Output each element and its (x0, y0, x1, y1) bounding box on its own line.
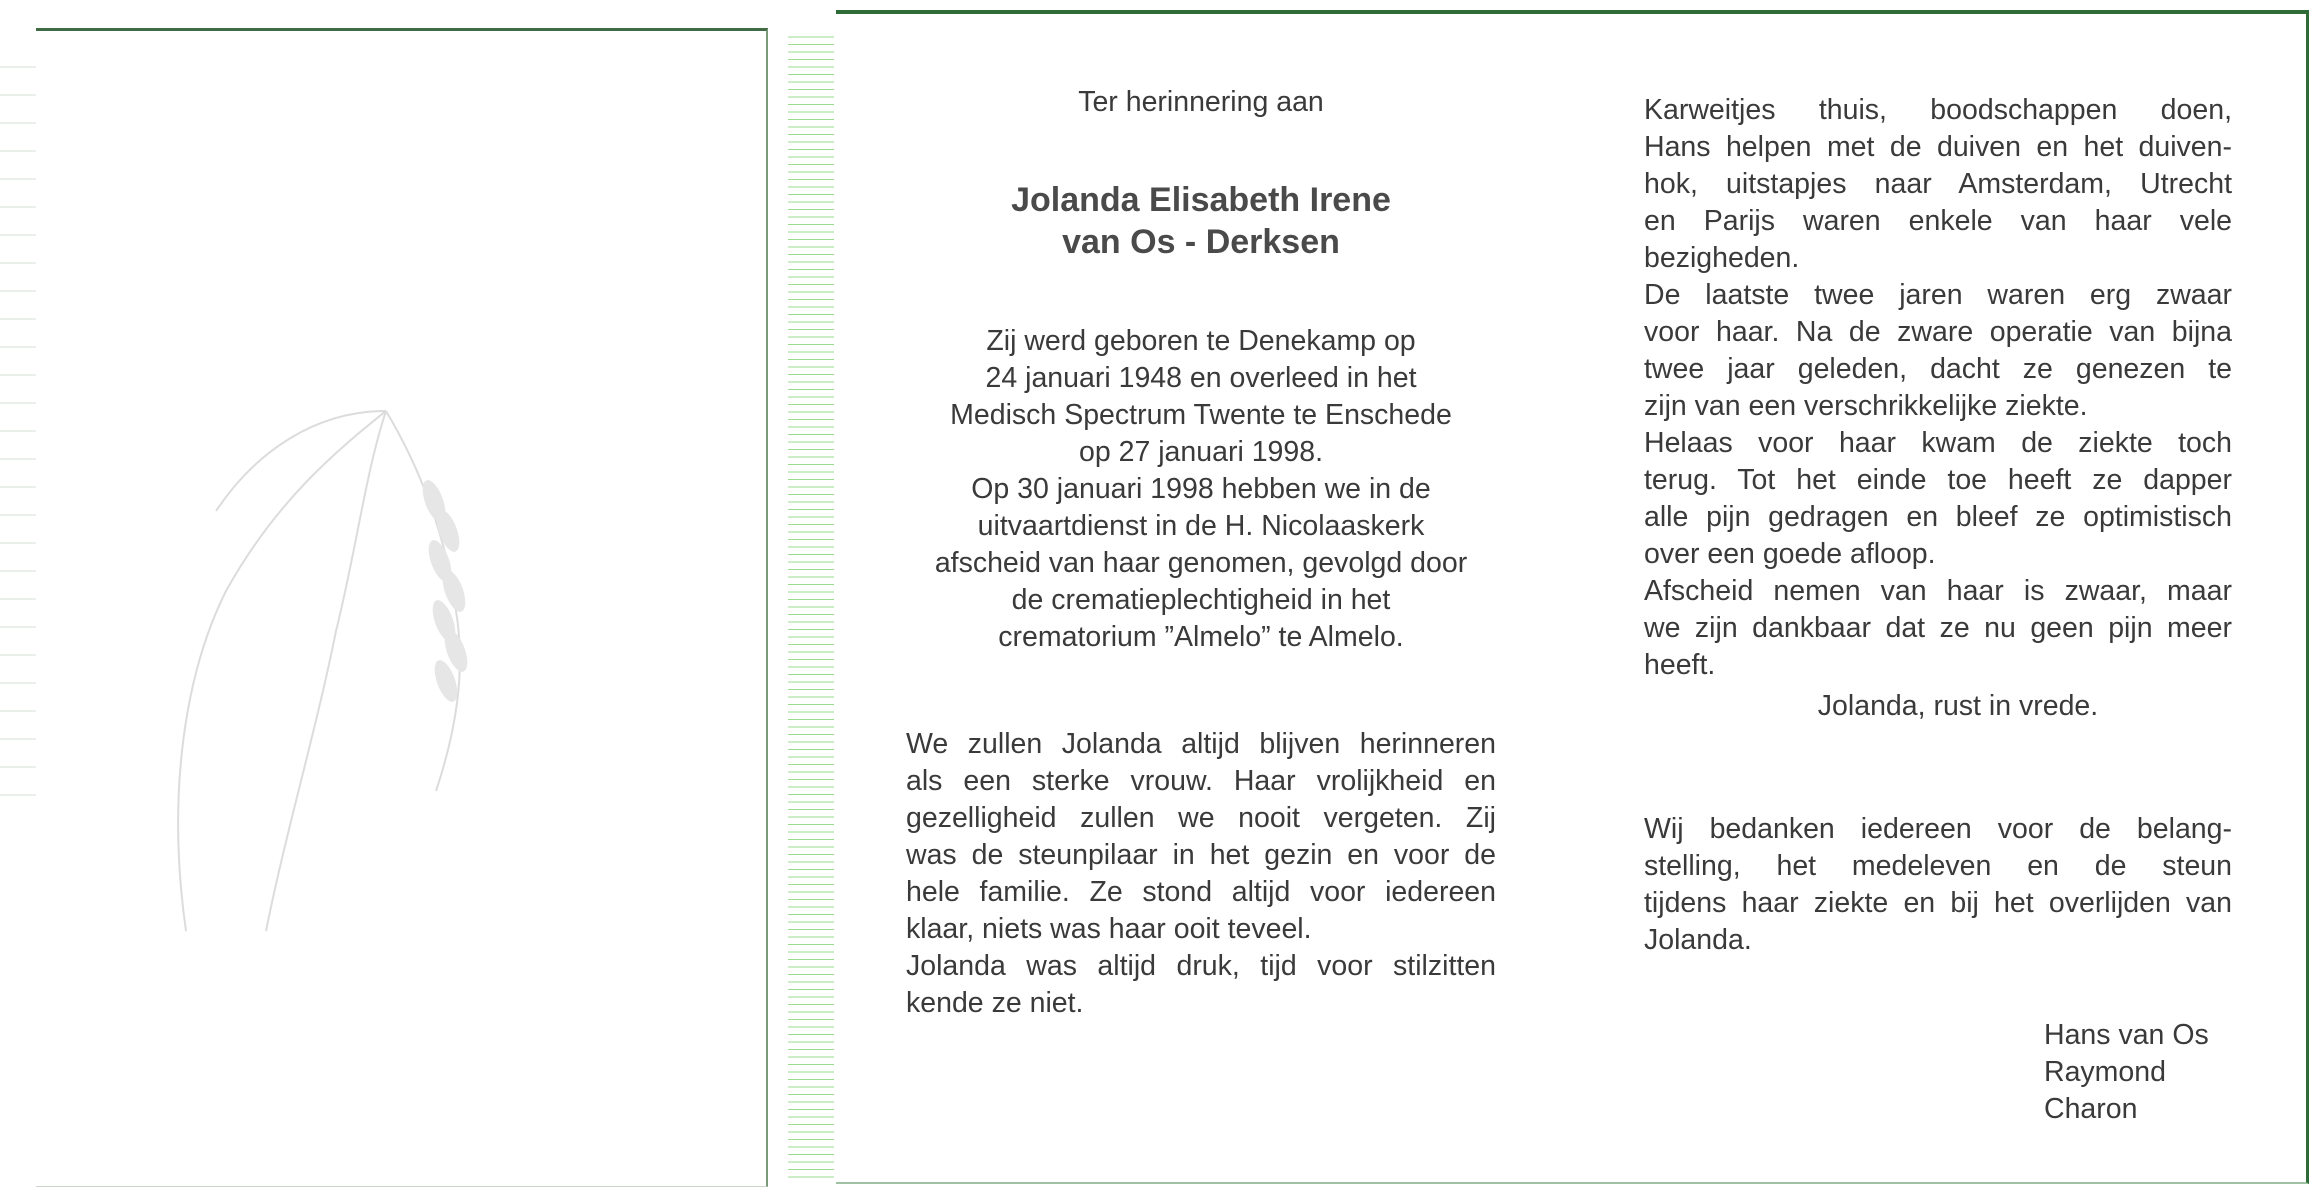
right-column (1644, 92, 2232, 1128)
front-card (36, 28, 768, 1187)
memory-line: alle pijn gedragen en bleef ze optimistisch (1644, 501, 2232, 533)
thanks-line: Wij bedanken iedereen voor de belang- (1644, 813, 2232, 845)
memory-line: terug. Tot het einde toe heeft ze dapper (1644, 464, 2232, 496)
bio-line: Op 30 januari 1998 hebben we in de (971, 473, 1431, 505)
deceased-name (906, 179, 1496, 263)
thanks-line: tijdens haar ziekte en bij het overlijden van (1644, 887, 2232, 919)
memory-line: Helaas voor haar kwam de ziekte toch (1644, 427, 2232, 459)
intro-text: Ter herinnering aan (1078, 86, 1324, 118)
tribute-line: klaar, niets was haar ooit teveel. (906, 913, 1312, 945)
bio-line: 24 januari 1948 en overleed in het (985, 362, 1417, 394)
signature-name: Raymond (2044, 1056, 2166, 1088)
name-line-2: van Os - Derksen (1062, 223, 1340, 261)
inside-card (836, 10, 2309, 1184)
tribute-line: was de steunpilaar in het gezin en voor de (906, 839, 1496, 871)
memory-line: Afscheid nemen van haar is zwaar, maar (1644, 575, 2232, 607)
memory-line: hok, uitstapjes naar Amsterdam, Utrecht (1644, 168, 2232, 200)
memory-line: heeft. (1644, 649, 1716, 681)
memory-line: en Parijs waren enkele van haar vele (1644, 205, 2232, 237)
memory-line: De laatste twee jaren waren erg zwaar (1644, 279, 2232, 311)
bio-line: Zij werd geboren te Denekamp op (986, 325, 1416, 357)
name-line-1: Jolanda Elisabeth Irene (1011, 181, 1391, 219)
bio-line: op 27 januari 1998. (1078, 436, 1324, 468)
bio-block (906, 323, 1496, 656)
bio-line: Medisch Spectrum Twente te Enschede (950, 399, 1452, 431)
tribute-line: We zullen Jolanda altijd blijven herinneren (906, 728, 1496, 760)
thanks-paragraph (1644, 811, 2232, 959)
signature-name: Hans van Os (2044, 1019, 2209, 1051)
thanks-line: stelling, het medeleven en de steun (1644, 850, 2232, 882)
bio-line: crematorium ”Almelo” te Almelo. (998, 621, 1404, 653)
bio-line: afscheid van haar genomen, gevolgd door (934, 547, 1468, 579)
bio-line: de crematieplechtigheid in het (1011, 584, 1391, 616)
tribute-line: hele familie. Ze stond altijd voor iedereen (906, 876, 1496, 908)
thanks-line: Jolanda. (1644, 924, 1752, 956)
tribute-paragraph (906, 726, 1496, 1022)
memory-line: over een goede afloop. (1644, 538, 1936, 570)
bio-line: uitvaartdienst in de H. Nicolaaskerk (977, 510, 1425, 542)
rest-in-peace: Jolanda, rust in vrede. (1817, 690, 2099, 722)
wheat-ear-icon (36, 31, 766, 1186)
memory-line: we zijn dankbaar dat ze nu geen pijn meer (1644, 612, 2232, 644)
memory-line: twee jaar geleden, dacht ze genezen te (1644, 353, 2232, 385)
fold-strip (788, 30, 834, 1180)
signatures (2044, 1017, 2232, 1128)
memory-line: bezigheden. (1644, 242, 1800, 274)
left-column (906, 84, 1496, 1022)
tribute-line: kende ze niet. (906, 987, 1084, 1019)
memory-line: voor haar. Na de zware operatie van bijna (1644, 316, 2232, 348)
tribute-line: Jolanda was altijd druk, tijd voor stilzitten (906, 950, 1496, 982)
tribute-line: gezelligheid zullen we nooit vergeten. Zij (906, 802, 1496, 834)
scan-edge (0, 40, 40, 800)
memory-line: Hans helpen met de duiven en het duiven- (1644, 131, 2232, 163)
tribute-line: als een sterke vrouw. Haar vrolijkheid en (906, 765, 1496, 797)
signature-name: Charon (2044, 1093, 2138, 1125)
memories-paragraph (1644, 92, 2232, 684)
memory-line: zijn van een verschrikkelijke ziekte. (1644, 390, 2088, 422)
memory-line: Karweitjes thuis, boodschappen doen, (1644, 94, 2232, 126)
